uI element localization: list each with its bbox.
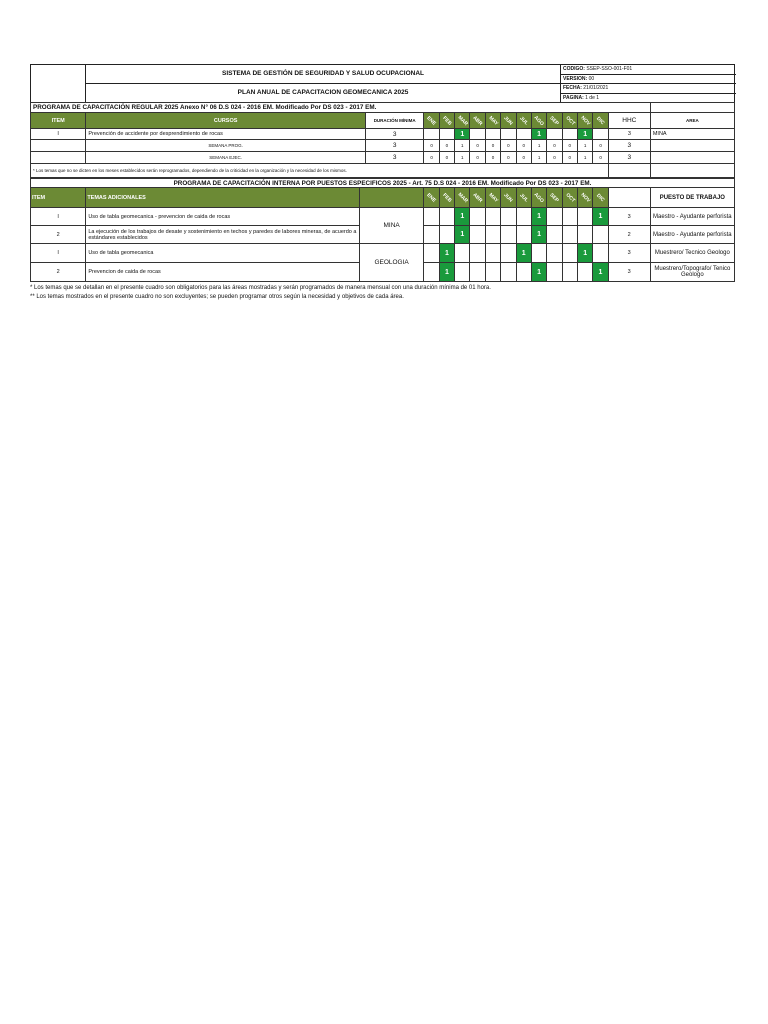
month-header: AGO (531, 188, 546, 208)
month-cell: 1 (439, 244, 454, 263)
footnote-2: ** Los temas mostrados en el presente cuadro no son excluyentes; se pueden programar otros según la necesidad y objetivos de cada área. (30, 294, 404, 300)
week-value: 0 (593, 152, 609, 164)
week-value: 0 (516, 140, 531, 152)
hhc-cell: 3 (608, 208, 650, 226)
logo-area (31, 65, 86, 102)
month-cell (455, 244, 470, 263)
month-header: SEP (547, 188, 562, 208)
month-cell (547, 129, 562, 140)
month-header: FEB (439, 113, 454, 129)
month-header: JUL (516, 113, 531, 129)
area-cell: MINA (359, 208, 424, 244)
week-value: 0 (562, 152, 577, 164)
month-header: MAY (485, 188, 500, 208)
month-cell (485, 208, 500, 226)
month-cell: 1 (516, 244, 531, 263)
col-area-blank (359, 188, 424, 208)
month-cell (562, 244, 577, 263)
regular-program-banner: PROGRAMA DE CAPACITACIÓN REGULAR 2025 Anexo N° 06 D.S 024 - 2016 EM. Modificado Por DS 023 - 2017 EM. (31, 103, 609, 113)
month-header: JUN (501, 188, 516, 208)
week-value: 1 (577, 152, 592, 164)
month-header: OCT (562, 113, 577, 129)
puesto-cell: Muestrero/Topografo/ Tenico Geologo (650, 263, 734, 282)
topic-cell: La ejecución de los trabajos de desate y sostenimiento en techos y paredes de labores mineras, de acuerdo a estándares establecidos (86, 226, 360, 244)
hhc-cell: 3 (608, 129, 650, 140)
item-cell: I (31, 244, 86, 263)
week-value: 0 (485, 140, 500, 152)
week-value: 0 (439, 140, 454, 152)
month-cell: 1 (439, 263, 454, 282)
table-row (31, 208, 735, 226)
reprogram-note: * Los temas que no se dicten en los meses establecidos serán reprogramados, dependiendo de la criticidad en la organización y la necesidad de los mismos. (31, 164, 609, 178)
duration-cell: 3 (366, 152, 424, 164)
month-cell (470, 263, 485, 282)
month-cell (439, 129, 454, 140)
week-value: 1 (577, 140, 592, 152)
month-cell (501, 244, 516, 263)
month-cell: 1 (593, 208, 608, 226)
puesto-cell: Muestrero/ Tecnico Geologo (650, 244, 734, 263)
month-cell (424, 226, 439, 244)
month-cell (562, 263, 577, 282)
week-value: 1 (531, 140, 546, 152)
week-value: 1 (455, 152, 470, 164)
hhc-cell: 3 (608, 140, 650, 152)
week-value: 0 (424, 152, 439, 164)
month-cell (577, 226, 592, 244)
col-temas: TEMAS ADICIONALES (86, 188, 360, 208)
week-value: 0 (593, 140, 609, 152)
month-header: NOV (577, 188, 592, 208)
table-row (31, 129, 735, 140)
month-cell (485, 129, 500, 140)
month-cell (485, 226, 500, 244)
week-value: 0 (470, 152, 485, 164)
specific-program-banner: PROGRAMA DE CAPACITACIÓN INTERNA POR PUESTOS ESPECIFICOS 2025 - Art. 75 D.S 024 - 2016 EM. Modificado Por DS 023 - 2017 EM. (31, 179, 735, 188)
month-cell (501, 226, 516, 244)
specific-program-table (30, 178, 735, 282)
month-cell (501, 263, 516, 282)
item-cell: 2 (31, 263, 86, 282)
week-value: 0 (470, 140, 485, 152)
month-header: DIC (593, 113, 609, 129)
month-cell (470, 244, 485, 263)
month-cell (501, 208, 516, 226)
training-plan-sheet (30, 64, 735, 302)
topic-cell: Uso de tabla geomecanica - prevencion de caida de rocas (86, 208, 360, 226)
month-cell: 1 (531, 129, 546, 140)
col-duracion: DURACIÓN MÍNIMA (366, 113, 424, 129)
week-value: 0 (439, 152, 454, 164)
week-value: 0 (424, 140, 439, 152)
month-cell (424, 263, 439, 282)
col-cursos: CURSOS (86, 113, 366, 129)
col-hhc: HHC (608, 113, 650, 129)
col-puesto: PUESTO DE TRABAJO (650, 188, 734, 208)
item-cell: 2 (31, 226, 86, 244)
month-cell (562, 226, 577, 244)
week-value: 0 (485, 152, 500, 164)
document-header (30, 64, 735, 102)
plan-title: PLAN ANUAL DE CAPACITACION GEOMECANICA 2025 (237, 89, 409, 96)
month-cell (577, 208, 592, 226)
course-cell: Prevención de accidente por desprendimiento de rocas (86, 129, 366, 140)
month-cell (547, 208, 562, 226)
month-cell (531, 244, 546, 263)
semana-ejec-label: SEMANA EJEC. (86, 152, 366, 164)
month-cell (577, 263, 592, 282)
col-item: ITEM (31, 113, 86, 129)
hhc-cell: 2 (608, 226, 650, 244)
month-cell (439, 226, 454, 244)
duration-cell: 3 (366, 140, 424, 152)
footnote-1: * Los temas que se detallan en el presente cuadro son obligatorios para las áreas mostradas y serán programados de manera mensual con una duración mínima de 01 hora. (30, 285, 491, 291)
month-header: ABR (470, 113, 485, 129)
puesto-cell: Maestro - Ayudante perforista (650, 208, 734, 226)
hhc-cell: 3 (608, 263, 650, 282)
item-cell: I (31, 129, 86, 140)
week-value: 0 (501, 140, 516, 152)
version-field: VERSION: 00 (561, 75, 736, 85)
month-cell: 1 (531, 208, 546, 226)
month-cell (593, 226, 608, 244)
area-cell: MINA (650, 129, 734, 140)
month-header: ABR (470, 188, 485, 208)
month-header: FEB (439, 188, 454, 208)
month-cell: 1 (455, 208, 470, 226)
month-cell: 1 (577, 244, 592, 263)
col-area: AREA (650, 113, 734, 129)
topic-cell: Prevencion de caida de rocas (86, 263, 360, 282)
month-header: SEP (547, 113, 562, 129)
topic-cell: Uso de tabla geomecanica (86, 244, 360, 263)
month-header: NOV (577, 113, 592, 129)
month-cell (516, 129, 531, 140)
month-cell (562, 208, 577, 226)
regular-program-table (30, 102, 735, 178)
month-cell (485, 244, 500, 263)
month-cell (593, 244, 608, 263)
fecha-field: FECHA: 21/01/2021 (561, 84, 736, 94)
month-cell (547, 226, 562, 244)
hhc-cell: 3 (608, 244, 650, 263)
week-value: 0 (562, 140, 577, 152)
col-item: ITEM (31, 188, 86, 208)
month-header: MAY (485, 113, 500, 129)
month-cell (424, 244, 439, 263)
week-value: 0 (501, 152, 516, 164)
month-cell (470, 208, 485, 226)
month-cell (516, 263, 531, 282)
week-value: 0 (516, 152, 531, 164)
pagina-field: PAGINA: 1 de 1 (563, 94, 600, 101)
week-value: 0 (547, 140, 562, 152)
hhc-cell: 3 (608, 152, 650, 164)
month-cell (470, 129, 485, 140)
month-header: JUL (516, 188, 531, 208)
system-title: SISTEMA DE GESTIÓN DE SEGURIDAD Y SALUD OCUPACIONAL (86, 65, 560, 84)
month-header: OCT (562, 188, 577, 208)
month-cell (455, 263, 470, 282)
month-header: MAR (455, 188, 470, 208)
month-cell: 1 (455, 226, 470, 244)
codigo-field: CODIGO: SSEP-SSO-001-F01 (561, 65, 736, 75)
month-cell (516, 226, 531, 244)
month-header: AGO (532, 114, 546, 127)
puesto-cell: Maestro - Ayudante perforista (650, 226, 734, 244)
month-cell: 1 (593, 263, 608, 282)
week-value: 0 (547, 152, 562, 164)
month-cell (516, 208, 531, 226)
table-row (31, 152, 735, 164)
month-header: ENE (424, 188, 439, 208)
table-row (31, 244, 735, 263)
month-cell (439, 208, 454, 226)
month-cell: 1 (531, 263, 546, 282)
month-cell (547, 244, 562, 263)
month-cell (547, 263, 562, 282)
week-value: 1 (455, 140, 470, 152)
month-cell (424, 208, 439, 226)
duration-cell: 3 (366, 129, 424, 140)
month-cell (424, 129, 439, 140)
item-cell: I (31, 208, 86, 226)
area-cell: GEOLOGIA (359, 244, 424, 282)
month-cell (485, 263, 500, 282)
month-header: DIC (593, 188, 608, 208)
document-metadata (560, 65, 736, 102)
month-header: ENE (424, 113, 439, 129)
month-header: MAR (456, 114, 469, 127)
semana-prog-label: SEMANA PROG. (86, 140, 366, 152)
month-cell (470, 226, 485, 244)
week-value: 1 (531, 152, 546, 164)
month-cell (562, 129, 577, 140)
month-cell (593, 129, 609, 140)
month-cell: 1 (455, 129, 470, 140)
table-row (31, 140, 735, 152)
month-header: JUN (501, 113, 516, 129)
col-hhc-blank (608, 188, 650, 208)
month-cell: 1 (577, 129, 592, 140)
footnotes (30, 284, 735, 302)
month-cell (501, 129, 516, 140)
month-cell: 1 (531, 226, 546, 244)
